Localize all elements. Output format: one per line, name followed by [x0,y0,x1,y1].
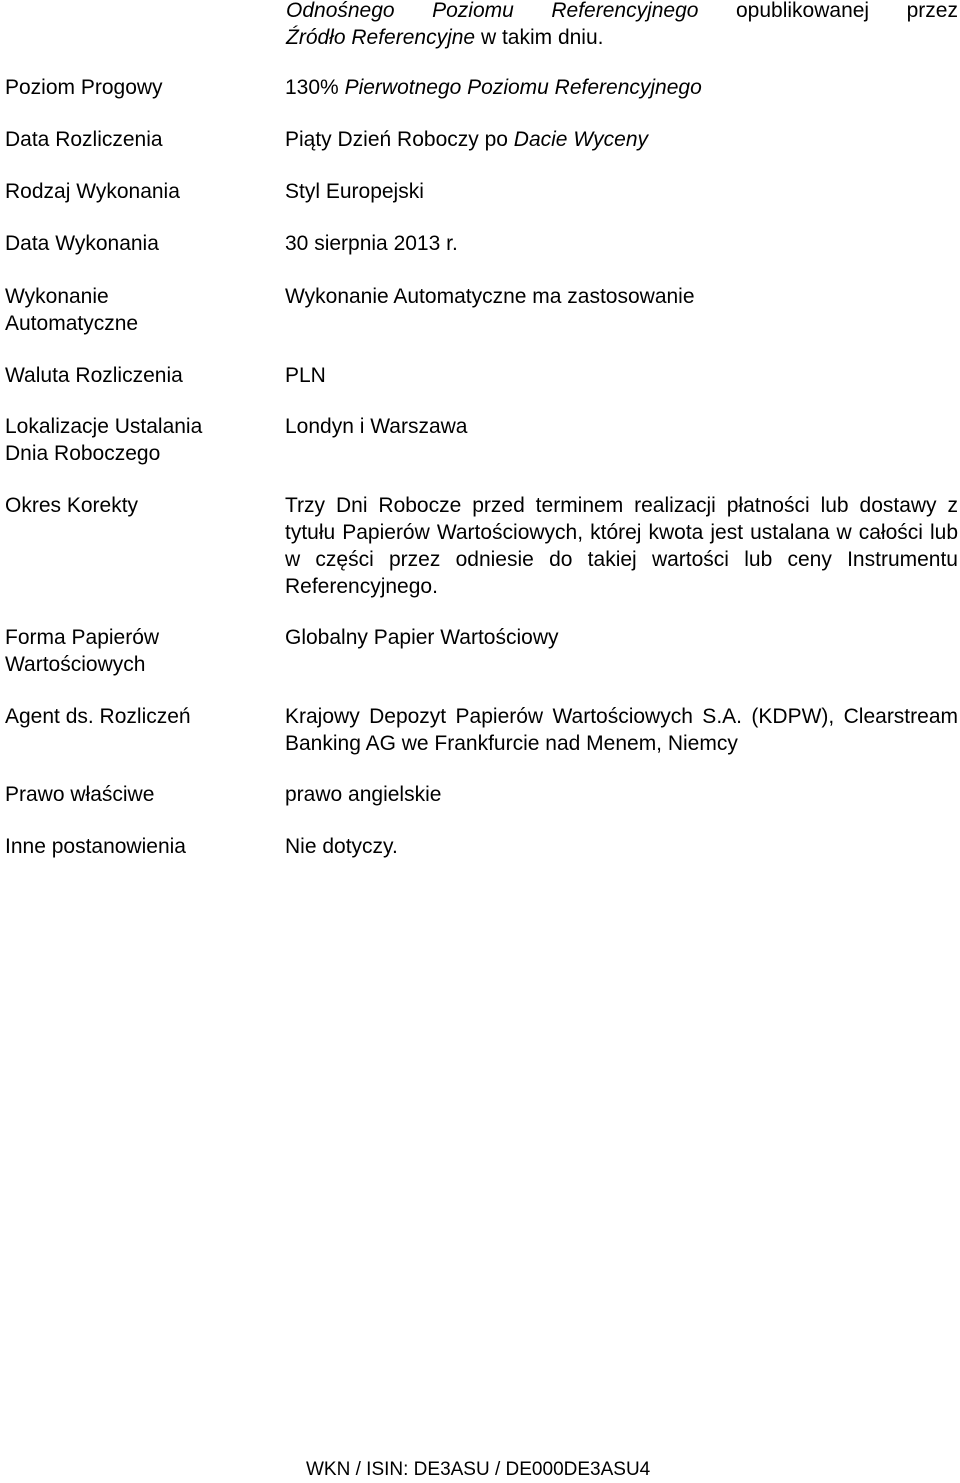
label-inne-postanowienia: Inne postanowienia [5,835,186,858]
label-poziom-progowy: Poziom Progowy [5,76,163,99]
label-agent: Agent ds. Rozliczeń [5,705,191,728]
value-data-wykonania: 30 sierpnia 2013 r. [285,232,458,255]
value-prawo-wlasciwe: prawo angielskie [285,783,442,806]
value-rodzaj-wykonania: Styl Europejski [285,180,424,203]
continuation-line-2: Źródło Referencyjne w takim dniu. [286,26,604,49]
value-agent: Krajowy Depozyt Papierów Wartościowych S.A. (KDPW), Clearstream Banking AG we Frankfurcie nad Menem, Niemcy [285,705,958,755]
label-data-wykonania: Data Wykonania [5,232,159,255]
value-okres-korekty: Trzy Dni Robocze przed terminem realizacji płatności lub dostawy z tytułu Papierów Wartościowych, której kwota jest ustalana w całości lub w części przez odniesie do takiej wartości lub ceny Instrumentu Referencyjnego. [285,494,958,598]
label-wykonanie-automatyczne: Wykonanie Automatyczne [5,285,139,335]
continuation-line-1: Odnośnego Poziomu Referencyjnego opublikowanej przez [286,0,958,22]
continuation-text [286,0,958,51]
value-waluta-rozliczenia: PLN [285,364,326,387]
label-forma-papierow: Forma Papierów Wartościowych [5,626,160,676]
label-lokalizacje: Lokalizacje Ustalania Dnia Roboczego [5,415,203,465]
value-wykonanie-automatyczne: Wykonanie Automatyczne ma zastosowanie [285,285,695,308]
value-data-rozliczenia: Piąty Dzień Roboczy po Dacie Wyceny [285,128,648,151]
value-forma-papierow: Globalny Papier Wartościowy [285,626,559,649]
value-lokalizacje: Londyn i Warszawa [285,415,468,438]
label-prawo-wlasciwe: Prawo właściwe [5,783,155,806]
label-data-rozliczenia: Data Rozliczenia [5,128,163,151]
footer-isin: WKN / ISIN: DE3ASU / DE000DE3ASU4 [306,1459,651,1480]
value-poziom-progowy: 130% Pierwotnego Poziomu Referencyjnego [285,76,702,99]
value-inne-postanowienia: Nie dotyczy. [285,835,398,858]
label-okres-korekty: Okres Korekty [5,494,139,517]
label-rodzaj-wykonania: Rodzaj Wykonania [5,180,180,203]
label-waluta-rozliczenia: Waluta Rozliczenia [5,364,183,387]
